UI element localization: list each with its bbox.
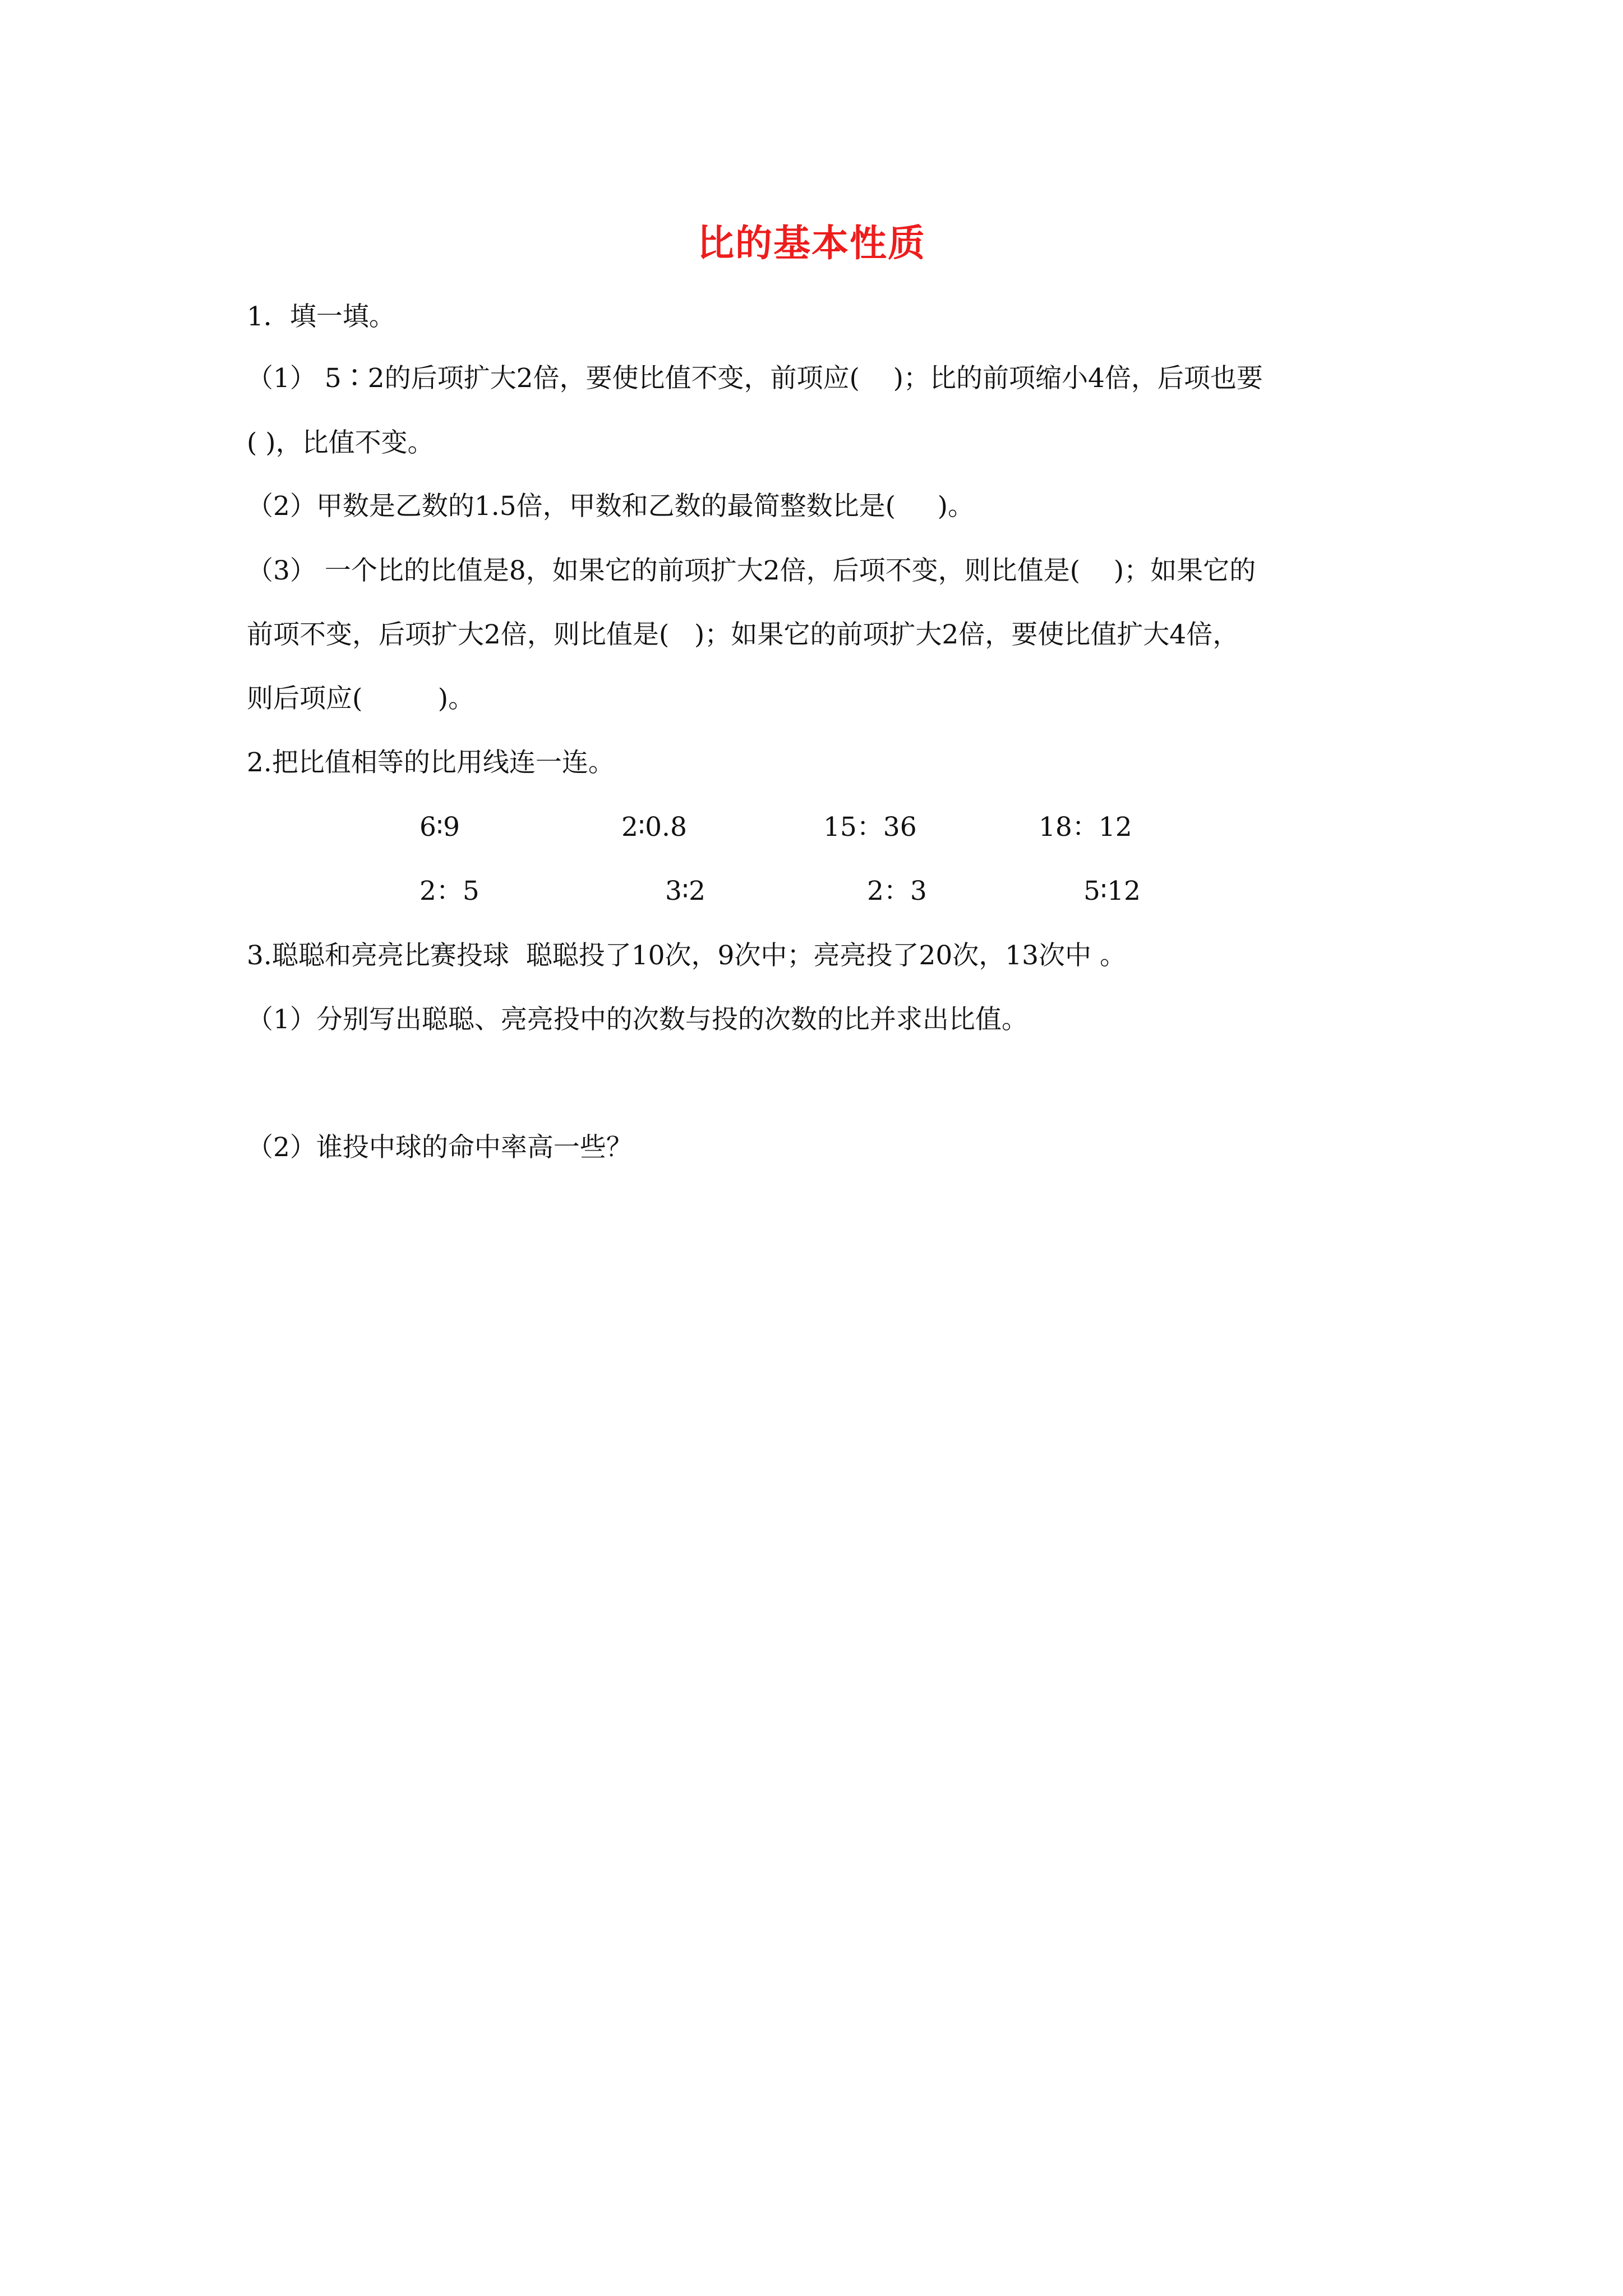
q1-heading: 1．填一填。 <box>247 301 395 332</box>
q1-part1-line1: （1） 5∶2的后项扩大2倍，要使比值不变，前项应( )；比的前项缩小4倍，后项也要 <box>247 363 1263 394</box>
ratio-bottom-3[interactable]: 2：3 <box>867 876 927 907</box>
ratio-top-4[interactable]: 18：12 <box>1039 812 1132 843</box>
q3-part1: （1）分别写出聪聪、亮亮投中的次数与投的次数的比并求出比值。 <box>247 1004 1028 1035</box>
q3-part2: （2）谁投中球的命中率高一些？ <box>247 1132 633 1163</box>
q3-heading: 3.聪聪和亮亮比赛投球 聪聪投了10次，9次中；亮亮投了20次，13次中 。 <box>247 940 1126 971</box>
ratio-bottom-2[interactable]: 3∶2 <box>665 876 706 907</box>
q1-part1-line2: ( )，比值不变。 <box>247 427 434 458</box>
ratio-bottom-4[interactable]: 5∶12 <box>1083 876 1141 907</box>
ratio-top-1[interactable]: 6∶9 <box>419 812 460 843</box>
q1-part3-line2: 前项不变，后项扩大2倍，则比值是( )；如果它的前项扩大2倍，要使比值扩大4倍， <box>247 619 1239 650</box>
q1-part3-line1: （3） 一个比的比值是8，如果它的前项扩大2倍，后项不变，则比值是( )；如果它的 <box>247 555 1256 586</box>
ratio-bottom-1[interactable]: 2：5 <box>419 876 479 907</box>
q1-part2: （2）甲数是乙数的1.5倍，甲数和乙数的最简整数比是( )。 <box>247 491 975 522</box>
ratio-top-3[interactable]: 15：36 <box>823 812 917 843</box>
q1-part3-line3: 则后项应( )。 <box>247 683 475 714</box>
ratio-top-2[interactable]: 2∶0.8 <box>621 812 687 843</box>
page-title: 比的基本性质 <box>697 222 926 265</box>
q2-heading: 2.把比值相等的比用线连一连。 <box>247 747 615 778</box>
